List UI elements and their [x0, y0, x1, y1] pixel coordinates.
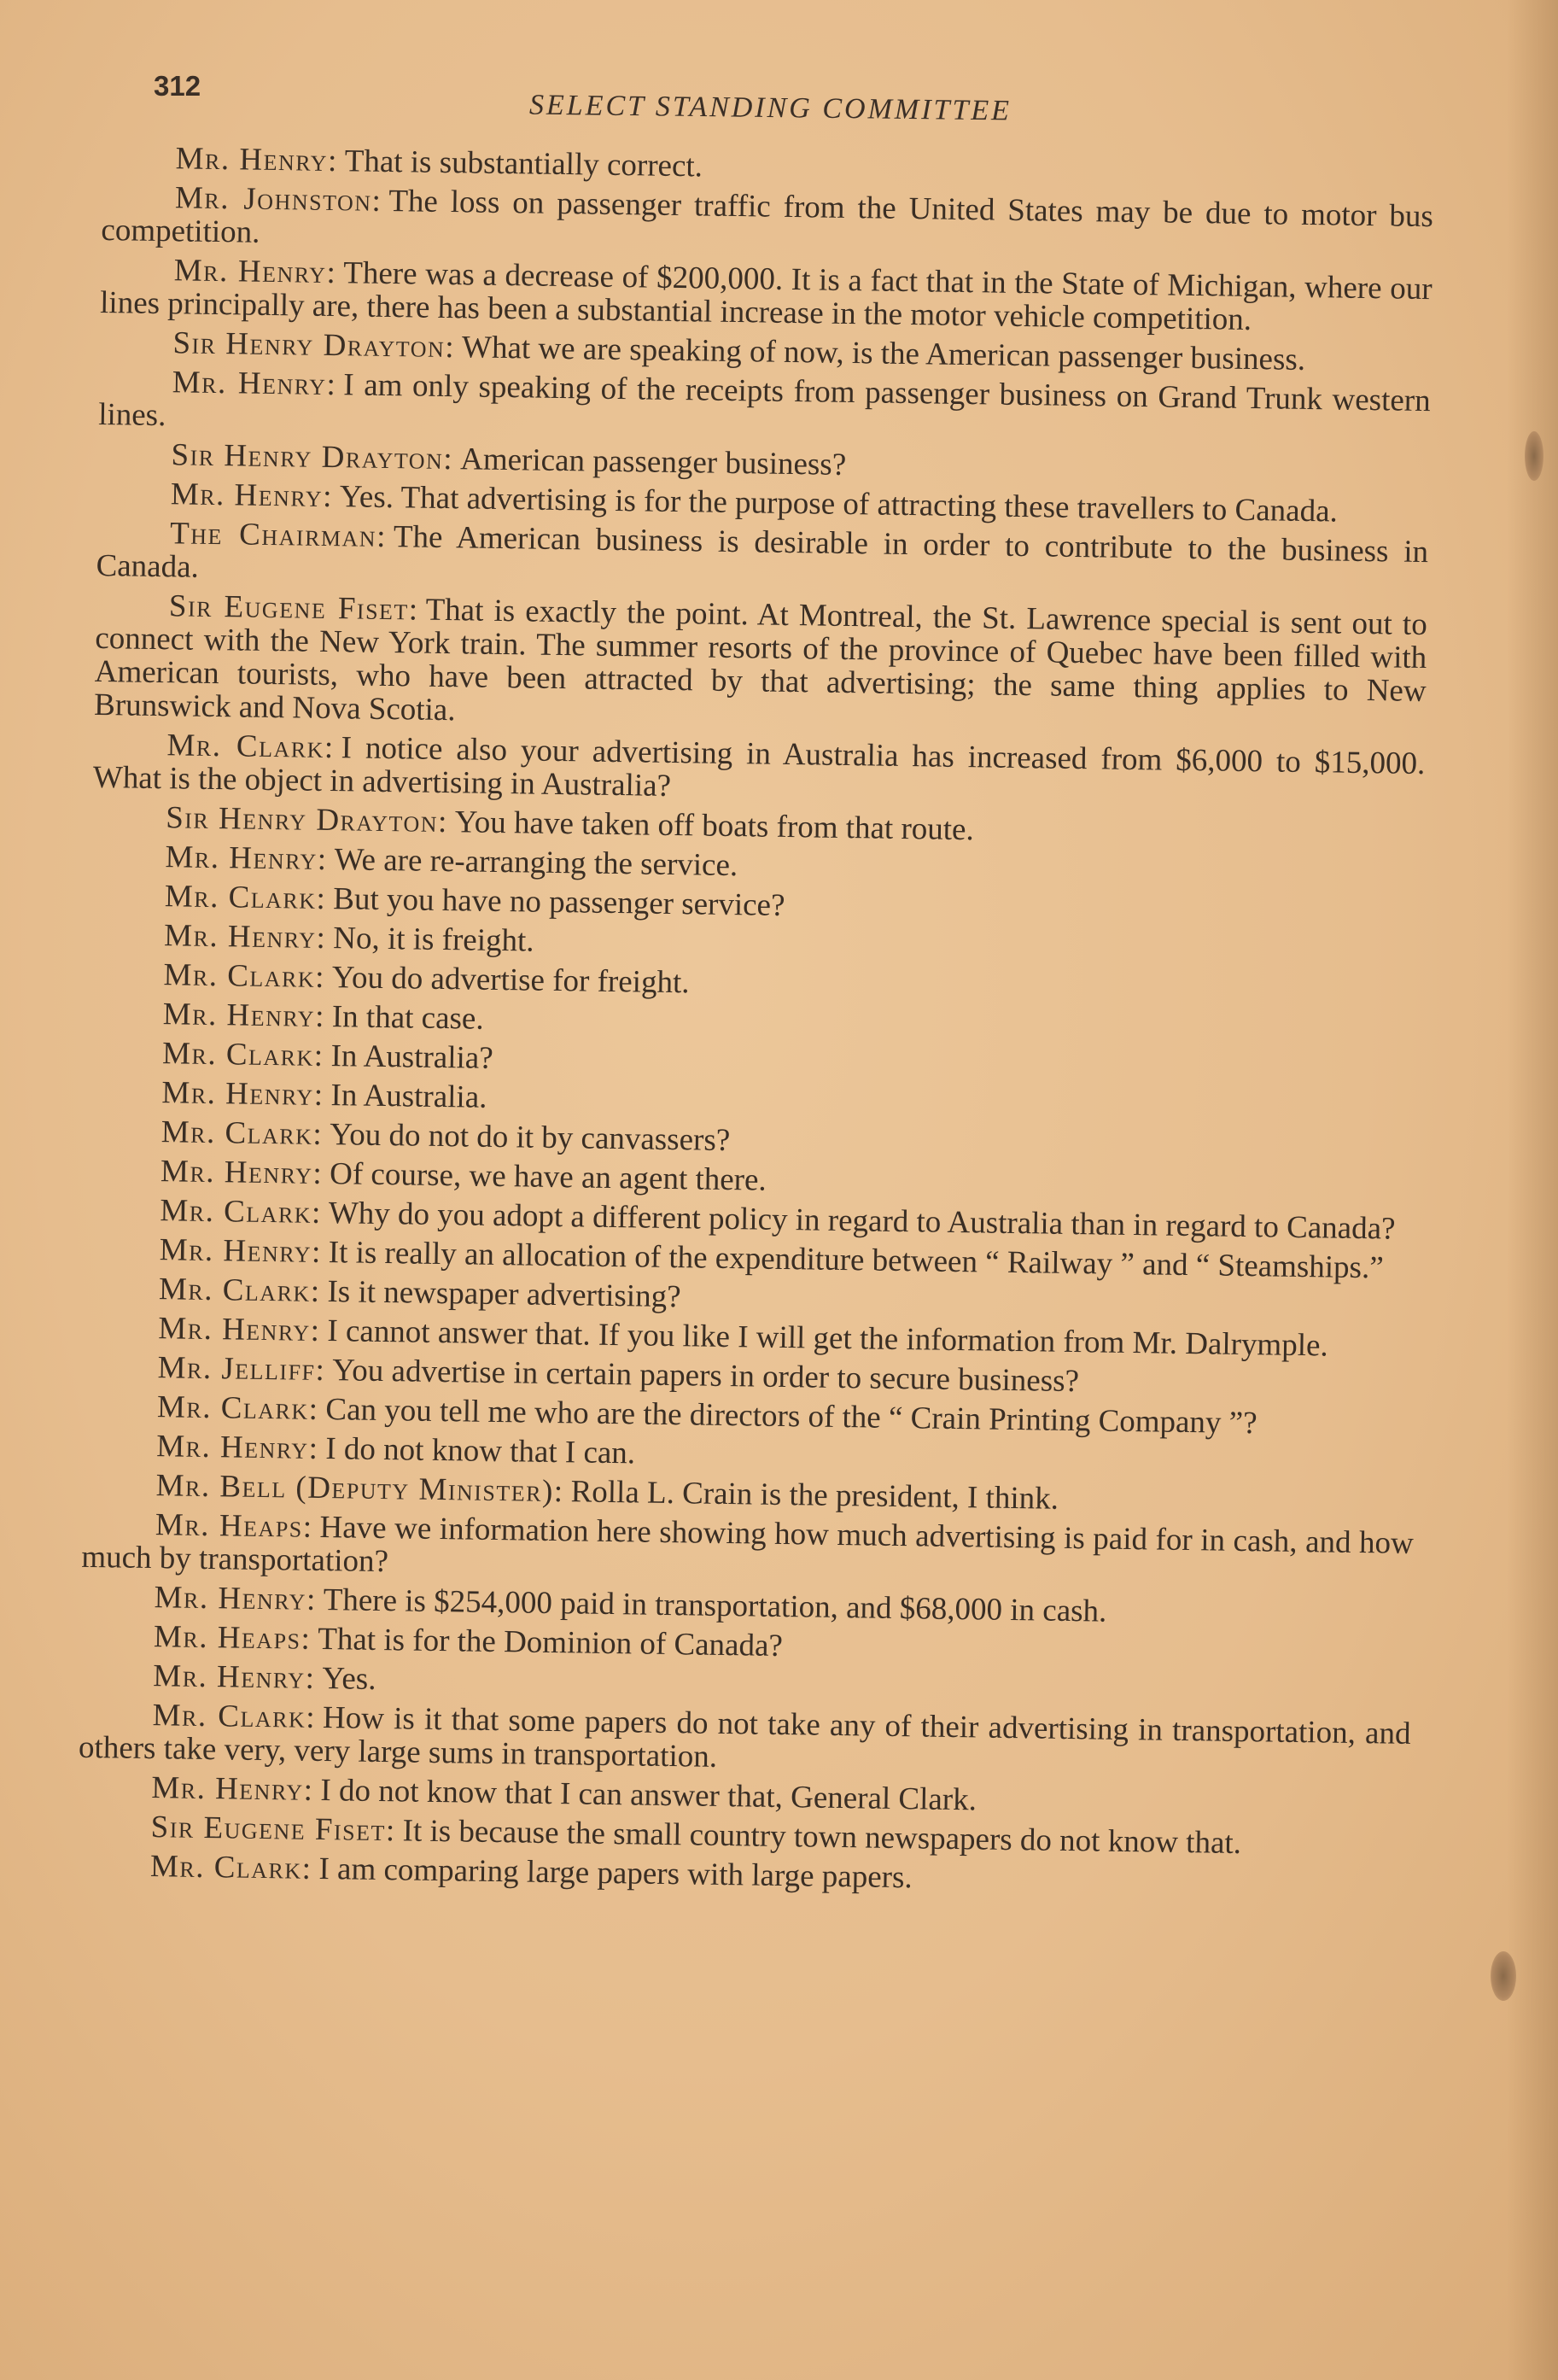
speech-text: I do not know that I can answer that, General Clark.	[320, 1773, 977, 1818]
speech-text: We are re-arranging the service.	[334, 842, 738, 884]
speech-text: That is exactly the point. At Montreal, the St. Lawrence special is sent out to connect with the New York train. The summer resorts of the province of Quebec have been filled with American tourists, who have been attracted by that advertising; the same thing applies to New Brunswick and Nova Scotia.	[93, 592, 1428, 728]
speaker-name: The Chairman:	[169, 516, 388, 554]
speech-text: Can you tell me who are the directors of the “ Crain Printing Company ”?	[325, 1392, 1257, 1441]
speaker-name: Sir Henry Drayton:	[172, 325, 456, 365]
running-title: SELECT STANDING COMMITTEE	[528, 89, 1012, 127]
transcript-body	[77, 141, 1434, 1908]
speaker-name: Mr. Henry:	[151, 1770, 314, 1808]
speech-text: The American business is desirable in order to contribute to the business in Canada.	[96, 519, 1429, 585]
speaker-name: Mr. Henry:	[160, 1154, 324, 1191]
speech-text: But you have no passenger service?	[333, 881, 785, 923]
speech-text: You do advertise for freight.	[331, 960, 690, 1001]
transcript-paragraph	[96, 516, 1428, 602]
speech-text: You advertise in certain papers in order to secure business?	[332, 1353, 1080, 1400]
speaker-name: Mr. Henry:	[156, 1429, 319, 1466]
speech-text: Yes. That advertising is for the purpose of attracting these travellers to Canada.	[339, 479, 1339, 529]
speech-text: I notice also your advertising in Australia has increased from $6,000 to $15,000. What is the object in advertising in Australia?	[92, 730, 1426, 804]
transcript-paragraph	[79, 1698, 1411, 1784]
speaker-name: Mr. Henry:	[172, 365, 337, 403]
speaker-name: Mr. Clark:	[158, 1272, 321, 1309]
speech-text: I cannot answer that. If you like I will get the information from Mr. Dalrymple.	[327, 1313, 1329, 1364]
speech-text: Is it newspaper advertising?	[327, 1274, 681, 1315]
speaker-name: Mr. Clark:	[161, 1036, 324, 1073]
speaker-name: Mr. Clark:	[166, 728, 336, 766]
speaker-name: Mr. Henry:	[154, 1580, 318, 1617]
speaker-name: Mr. Henry:	[173, 253, 337, 291]
speech-text: I do not know that I can.	[325, 1431, 636, 1471]
speaker-name: Mr. Henry:	[153, 1658, 316, 1696]
speech-text: That is substantially correct.	[344, 143, 703, 184]
speech-text: In Australia.	[330, 1078, 487, 1115]
speaker-name: Mr. Heaps:	[155, 1507, 313, 1545]
speaker-name: Mr. Henry:	[170, 477, 334, 515]
transcript-paragraph	[100, 253, 1433, 339]
speaker-name: Sir Henry Drayton:	[171, 437, 454, 477]
paper-stain	[1525, 431, 1543, 481]
speech-text: Have we information here showing how much advertising is paid for in cash, and how much by transportation?	[81, 1509, 1415, 1580]
page-number: 312	[154, 70, 201, 102]
speaker-name: Mr. Clark:	[163, 957, 326, 995]
transcript-paragraph	[101, 180, 1433, 266]
speaker-name: Mr. Bell (Deputy Minister):	[155, 1468, 564, 1510]
speech-text: You do not do it by canvassers?	[329, 1117, 731, 1159]
speech-text: What we are speaking of now, is the American passenger business.	[461, 330, 1306, 377]
speech-text: How is it that some papers do not take any of their advertising in transportation, and others take very, very large sums in transportation.	[78, 1700, 1411, 1775]
speaker-name: Sir Eugene Fiset:	[150, 1810, 397, 1849]
speaker-name: Mr. Clark:	[149, 1849, 312, 1886]
transcript-paragraph	[93, 728, 1426, 814]
transcript-paragraph	[98, 365, 1431, 451]
speech-text: You have taken off boats from that route.	[454, 804, 975, 848]
speaker-name: Mr. Clark:	[152, 1698, 317, 1735]
speech-text: No, it is freight.	[332, 921, 534, 959]
speech-text: Why do you adopt a different policy in regard to Australia than in regard to Canada?	[328, 1196, 1396, 1247]
speech-text: In that case.	[331, 999, 484, 1037]
speaker-name: Mr. Clark:	[164, 879, 327, 916]
speaker-name: Sir Henry Drayton:	[165, 800, 449, 840]
speaker-name: Mr. Clark:	[156, 1389, 319, 1427]
speech-text: American passenger business?	[459, 441, 847, 482]
speech-text: There was a decrease of $200,000. It is a fact that in the State of Michigan, where our lines principally are, there has been a substantial increase in the motor vehicle competition.	[99, 255, 1433, 337]
speaker-name: Mr. Henry:	[165, 839, 328, 878]
speaker-name: Sir Eugene Fiset:	[168, 588, 419, 628]
speaker-name: Mr. Henry:	[163, 918, 327, 956]
speaker-name: Mr. Jelliff:	[157, 1350, 326, 1389]
speaker-name: Mr. Heaps:	[153, 1619, 312, 1657]
speech-text: Rolla L. Crain is the president, I think.	[570, 1474, 1059, 1517]
speech-text: There is $254,000 paid in transportation, and $68,000 in cash.	[323, 1582, 1107, 1629]
speech-text: It is because the small country town newspapers do not know that.	[402, 1813, 1242, 1862]
speech-text: I am comparing large papers with large papers.	[318, 1851, 913, 1896]
speaker-name: Mr. Henry:	[158, 1311, 321, 1348]
speech-text: It is really an allocation of the expenditure between “ Railway ” and “ Steamships.”	[328, 1235, 1384, 1286]
speaker-name: Mr. Henry:	[175, 141, 339, 179]
page-edge-shadow	[1507, 0, 1558, 2380]
speech-text: The loss on passenger traffic from the United States may be due to motor bus competition.	[101, 183, 1434, 250]
speaker-name: Mr. Clark:	[160, 1114, 324, 1152]
speech-text: That is for the Dominion of Canada?	[318, 1621, 784, 1664]
speaker-name: Mr. Clark:	[160, 1193, 323, 1231]
transcript-paragraph	[94, 588, 1427, 741]
speech-text: Of course, we have an agent there.	[329, 1156, 767, 1198]
speech-text: I am only speaking of the receipts from passenger business on Grand Trunk western lines.	[97, 367, 1431, 434]
speech-text: In Australia?	[330, 1038, 493, 1076]
speech-text: Yes.	[322, 1661, 376, 1697]
speaker-name: Mr. Johnston:	[174, 180, 382, 219]
page-header	[154, 67, 1434, 135]
speaker-name: Mr. Henry:	[159, 1232, 323, 1270]
speaker-name: Mr. Henry:	[161, 1075, 324, 1113]
transcript-paragraph	[81, 1507, 1414, 1593]
speaker-name: Mr. Henry:	[162, 997, 326, 1034]
paper-stain	[1491, 1951, 1516, 2001]
